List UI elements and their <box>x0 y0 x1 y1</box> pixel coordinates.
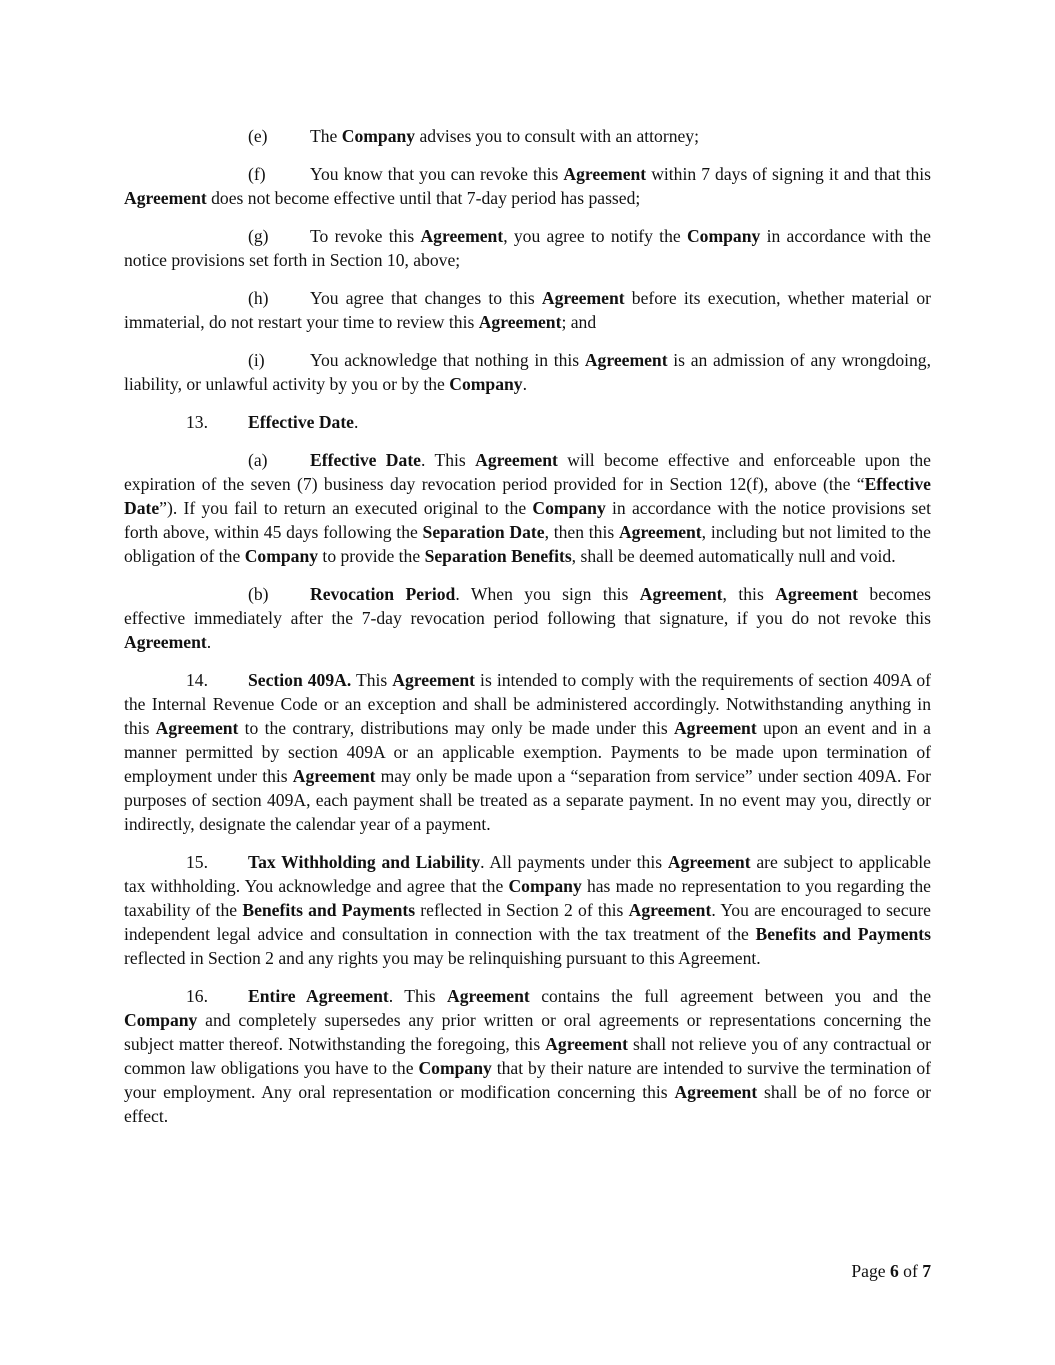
section-16: 16. Entire Agreement. This Agreement contains the full agreement between you and the Company and completely supersedes any prior written or oral agreements or representations concerning the subject matter thereof. Notwithstanding the foregoing, this Agreement shall not relieve you of any contractual or common law obligations you have to the Company that by their nature are intended to survive the termination of your employment. Any oral representation or modification concerning this Agreement shall be of no force or effect. <box>124 986 932 1126</box>
item-f-marker: (f) <box>248 164 266 184</box>
section-14-number: 14. <box>186 670 208 690</box>
document-page <box>124 124 931 1142</box>
section-15-number: 15. <box>186 852 208 872</box>
section-13-number: 13. <box>186 412 208 432</box>
item-h-marker: (h) <box>248 288 269 308</box>
item-e-marker: (e) <box>248 126 268 146</box>
page-number: Page 6 of 7 <box>851 1261 931 1281</box>
item-h: (h) You agree that changes to this Agreement before its execution, whether material or immaterial, do not restart your time to review this Agreement; and <box>124 288 931 332</box>
section-13-b: (b) Revocation Period. When you sign this Agreement, this Agreement becomes effective immediately after the 7-day revocation period following that signature, if you do not revoke this Agreement. <box>124 584 931 652</box>
section-13-b-marker: (b) <box>248 584 269 604</box>
item-e: (e) The Company advises you to consult with an attorney; <box>248 126 699 146</box>
item-i: (i) You acknowledge that nothing in this Agreement is an admission of any wrongdoing, liability, or unlawful activity by you or by the Company. <box>124 350 931 394</box>
section-15: 15. Tax Withholding and Liability. All payments under this Agreement are subject to applicable tax withholding. You acknowledge and agree that the Company has made no representation to you regarding the taxability of the Benefits and Payments reflected in Section 2 of this Agreement. You are encouraged to secure independent legal advice and consultation in connection with the tax treatment of the Benefits and Payments reflected in Section 2 and any rights you may be relinquishing pursuant to this Agreement. <box>124 852 931 968</box>
section-13-heading: 13. Effective Date. <box>186 412 359 432</box>
current-page: 6 <box>889 1261 899 1281</box>
section-13-a-marker: (a) <box>248 450 268 470</box>
section-13-a: (a) Effective Date. This Agreement will become effective and enforceable upon the expiration of the seven (7) business day revocation period provided for in Section 12(f), above (the “Effective Date”). If you fail to return an executed original to the Company in accordance with the notice provisions set forth above, within 45 days following the Separation Date, then this Agreement, including but not limited to the obligation of the Company to provide the Separation Benefits, shall be deemed automatically null and void. <box>124 450 932 566</box>
item-g: (g) To revoke this Agreement, you agree to notify the Company in accordance with the notice provisions set forth in Section 10, above; <box>124 226 931 270</box>
section-16-number: 16. <box>186 986 208 1006</box>
item-f: (f) You know that you can revoke this Agreement within 7 days of signing it and that this Agreement does not become effective until that 7-day period has passed; <box>124 164 932 208</box>
item-i-marker: (i) <box>248 350 265 370</box>
item-g-marker: (g) <box>248 226 269 246</box>
section-14: 14. Section 409A. This Agreement is intended to comply with the requirements of section 409A of the Internal Revenue Code or an exception and shall be administered accordingly. Notwithstanding anything in this Agreement to the contrary, distributions may only be made under this Agreement upon an event and in a manner permitted by section 409A or an applicable exemption. Payments to be made upon termination of employment under this Agreement may only be made upon a “separation from service” under section 409A. For purposes of section 409A, each payment shall be treated as a separate payment. In no event may you, directly or indirectly, designate the calendar year of a payment. <box>124 670 932 834</box>
total-pages: 7 <box>922 1261 931 1281</box>
